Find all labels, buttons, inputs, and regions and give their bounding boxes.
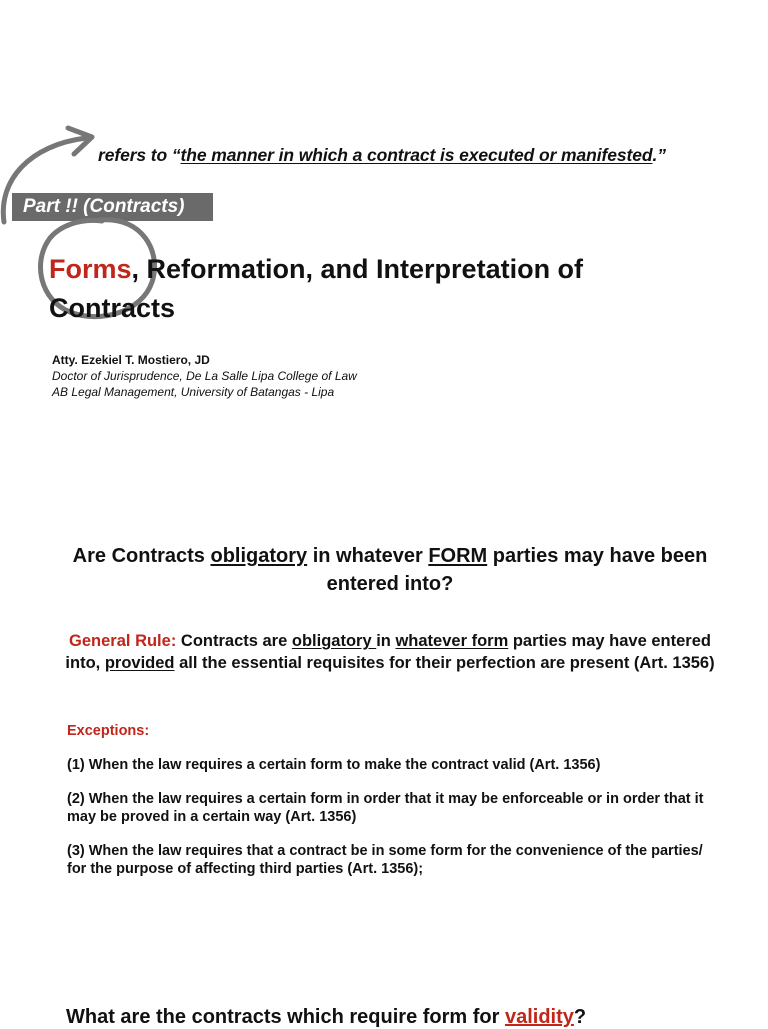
form-definition: refers to “the manner in which a contract is executed or manifested.” (98, 145, 666, 165)
exceptions-heading: Exceptions: (67, 723, 150, 739)
exception-item: (3) When the law requires that a contract be in some form for the convenience of the parties/ for the purpose of affecting third parties (Art. 1356); (67, 843, 703, 877)
definition-quote: the manner in which a contract is executed or manifested (180, 145, 653, 165)
general-rule-label: General Rule: (69, 632, 177, 650)
page-title: Forms, Reformation, and Interpretation of Contracts (49, 254, 584, 323)
general-rule: General Rule: Contracts are obligatory in whatever form parties may have entered into, provided all the essential requisites for their perfection are present (Art. 1356) (65, 632, 715, 672)
author-name: Atty. Ezekiel T. Mostiero, JD (52, 353, 210, 367)
exception-item: (2) When the law requires a certain form in order that it may be enforceable or in order that it may be proved in a certain way (Art. 1356) (67, 791, 704, 825)
next-section-question: What are the contracts which require form for validity? (66, 1006, 587, 1028)
title-highlight: Forms (49, 254, 132, 284)
exception-item: (1) When the law requires a certain form to make the contract valid (Art. 1356) (67, 757, 601, 773)
part-badge: Part !! (Contracts) (12, 193, 213, 221)
section-question: Are Contracts obligatory in whatever FORM parties may have been entered into? (72, 545, 708, 595)
author-block (52, 352, 357, 400)
author-credential: AB Legal Management, University of Batangas - Lipa (52, 385, 335, 399)
author-credential: Doctor of Jurisprudence, De La Salle Lipa College of Law (52, 369, 357, 383)
